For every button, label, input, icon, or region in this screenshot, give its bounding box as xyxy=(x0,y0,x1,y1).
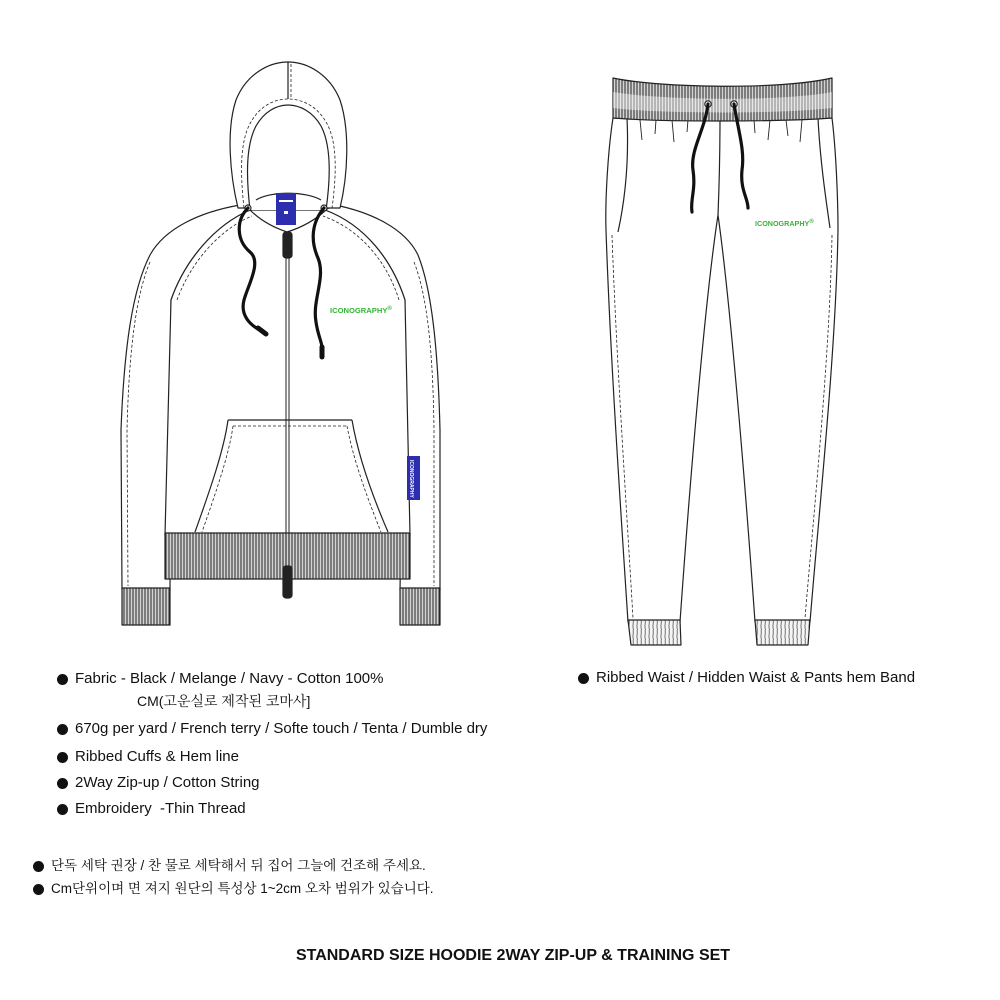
bullet-icon xyxy=(57,752,68,763)
spec-text: Ribbed Waist / Hidden Waist & Pants hem Band xyxy=(596,669,916,686)
pants-body xyxy=(606,118,838,622)
care-note-tolerance xyxy=(33,880,434,898)
spec-text: Fabric - Black / Melange / Navy - Cotton 100% xyxy=(75,670,384,687)
bullet-icon xyxy=(57,778,68,789)
hoodie-illustration xyxy=(121,62,440,625)
care-text: Cm단위이며 면 져지 원단의 특성상 1~2cm 오차 범위가 있습니다. xyxy=(51,881,434,896)
pants-illustration xyxy=(606,78,838,645)
spec-item-zip xyxy=(57,774,260,792)
side-tag-text: ICONOGRAPHY xyxy=(408,460,414,498)
spec-text: Embroidery -Thin Thread xyxy=(75,800,246,817)
hoodie-embroidery xyxy=(330,305,392,315)
bullet-icon xyxy=(33,861,44,872)
pants-left-hem-band xyxy=(628,620,681,645)
spec-text: 670g per yard / French terry / Softe touch / Tenta / Dumble dry xyxy=(75,720,488,737)
pants-embroidery-name: ICONOGRAPHY xyxy=(755,219,810,228)
spec-text: Ribbed Cuffs & Hem line xyxy=(75,748,239,765)
care-note-washing xyxy=(33,857,426,875)
zipper-bottom-pull xyxy=(283,566,292,598)
hoodie-embroidery-mark: ® xyxy=(387,306,392,312)
neck-label-mark xyxy=(279,200,293,202)
spec-text: 2Way Zip-up / Cotton String xyxy=(75,774,260,791)
pants-embroidery xyxy=(755,218,814,228)
spec-fabric-subtext: CM(고운실로 제작된 코마사] xyxy=(137,693,311,709)
care-text: 단독 세탁 권장 / 찬 물로 세탁해서 뒤 집어 그늘에 건조해 주세요. xyxy=(51,858,426,873)
spec-item-waist xyxy=(578,669,915,687)
hoodie-body xyxy=(165,210,410,535)
hoodie-embroidery-name: ICONOGRAPHY xyxy=(330,306,388,315)
bullet-icon xyxy=(57,674,68,685)
hoodie-right-cuff xyxy=(400,588,440,625)
neck-label xyxy=(276,193,296,225)
page-title: STANDARD SIZE HOODIE 2WAY ZIP-UP & TRAINING SET xyxy=(295,947,731,964)
zipper-top-pull xyxy=(283,232,292,258)
pants-right-hem-band xyxy=(755,620,810,645)
pants-embroidery-mark: ® xyxy=(809,219,814,225)
spec-item-embroidery xyxy=(57,800,246,818)
spec-item-weight xyxy=(57,720,487,738)
bullet-icon xyxy=(57,724,68,735)
spec-item-fabric xyxy=(57,670,383,688)
neck-label-size-mark xyxy=(284,211,288,214)
bullet-icon xyxy=(57,804,68,815)
bullet-icon xyxy=(578,673,589,684)
hoodie-left-cuff xyxy=(122,588,170,625)
spec-item-cuffs xyxy=(57,748,239,766)
bullet-icon xyxy=(33,884,44,895)
